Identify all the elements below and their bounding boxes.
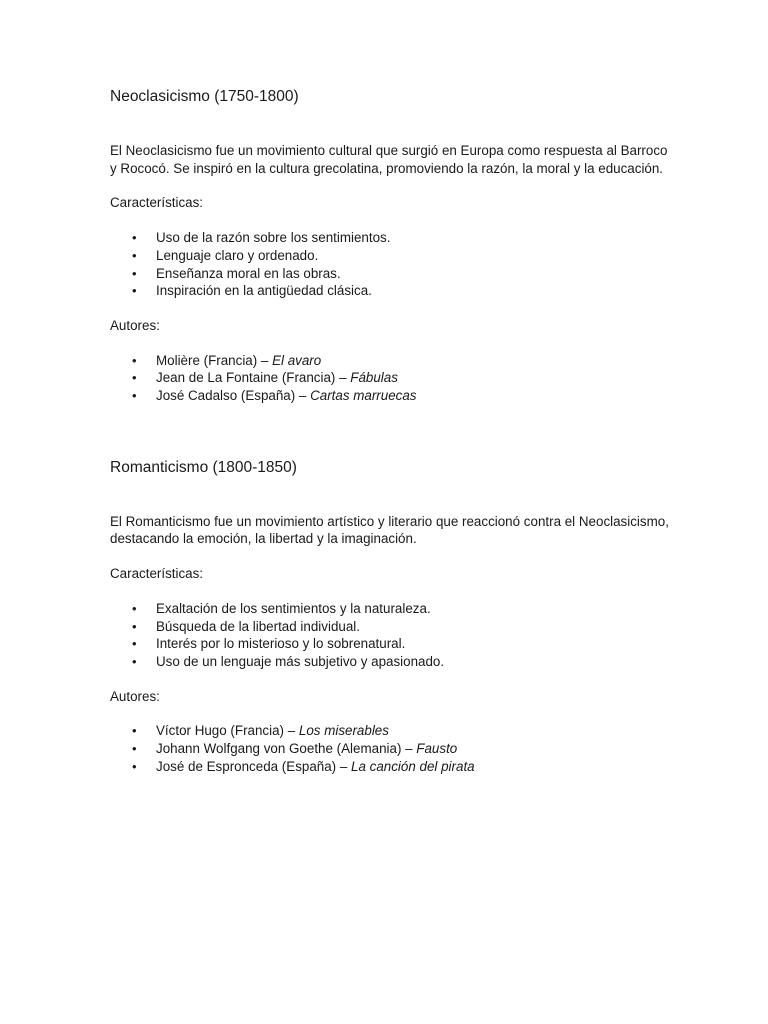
list-item-text: Uso de la razón sobre los sentimientos. bbox=[156, 230, 391, 246]
author-item bbox=[110, 387, 670, 405]
list-item-text: Búsqueda de la libertad individual. bbox=[156, 618, 360, 634]
list-item-text: Enseñanza moral en las obras. bbox=[156, 265, 341, 281]
author-work: El avaro bbox=[272, 352, 322, 368]
characteristics-label: Características: bbox=[110, 195, 204, 211]
list-item bbox=[110, 265, 670, 283]
bullet-icon: • bbox=[132, 352, 137, 368]
author-name: José Cadalso (España) – bbox=[156, 388, 311, 404]
bullet-icon: • bbox=[132, 758, 137, 774]
intro-paragraph-neoclasicismo: El Neoclasicismo fue un movimiento cultural que surgió en Europa como respuesta al Barroco y Rococó. Se inspiró en la cultura grecolatina, promoviendo la razón, la moral y la educación. bbox=[110, 143, 668, 176]
author-item bbox=[110, 352, 670, 370]
author-work: Fausto bbox=[416, 741, 458, 757]
section-title-neoclasicismo: Neoclasicismo (1750-1800) bbox=[110, 88, 299, 105]
bullet-icon: • bbox=[132, 230, 137, 246]
list-item-text: Uso de un lenguaje más subjetivo y apasionado. bbox=[156, 653, 445, 669]
characteristics-label: Características: bbox=[110, 566, 204, 582]
bullet-icon: • bbox=[132, 653, 137, 669]
section-title-romanticismo: Romanticismo (1800-1850) bbox=[110, 458, 297, 476]
list-item bbox=[110, 618, 670, 636]
document-page bbox=[110, 86, 670, 775]
bullet-icon: • bbox=[132, 618, 137, 634]
list-item bbox=[110, 247, 670, 265]
author-work: Cartas marruecas bbox=[310, 388, 417, 404]
list-item-text: Interés por lo misterioso y lo sobrenatural. bbox=[156, 636, 406, 652]
list-item-text: Inspiración en la antigüedad clásica. bbox=[156, 283, 372, 299]
intro-paragraph-romanticismo: El Romanticismo fue un movimiento artístico y literario que reaccionó contra el Neoclasicismo, destacando la emoción, la libertad y la imaginación. bbox=[110, 513, 669, 547]
characteristics-list bbox=[110, 229, 670, 300]
list-item bbox=[110, 600, 670, 618]
bullet-icon: • bbox=[132, 283, 137, 299]
bullet-icon: • bbox=[132, 247, 137, 263]
author-item bbox=[110, 758, 670, 776]
author-name: Johann Wolfgang von Goethe (Alemania) – bbox=[156, 741, 417, 757]
authors-list bbox=[110, 352, 670, 405]
bullet-icon: • bbox=[132, 370, 137, 386]
characteristics-list bbox=[110, 600, 670, 671]
author-work: Fábulas bbox=[350, 370, 398, 386]
list-item bbox=[110, 282, 670, 300]
authors-list bbox=[110, 722, 670, 775]
bullet-icon: • bbox=[132, 265, 137, 281]
author-work: Los miserables bbox=[298, 723, 389, 739]
bullet-icon: • bbox=[132, 600, 137, 616]
author-item bbox=[110, 740, 670, 758]
list-item-text: Lenguaje claro y ordenado. bbox=[156, 247, 319, 263]
bullet-icon: • bbox=[132, 723, 137, 739]
authors-label: Autores: bbox=[110, 688, 160, 704]
author-name: Víctor Hugo (Francia) – bbox=[156, 723, 299, 739]
author-item bbox=[110, 369, 670, 387]
list-item-text: Exaltación de los sentimientos y la naturaleza. bbox=[156, 600, 431, 616]
bullet-icon: • bbox=[132, 741, 137, 757]
author-name: Molière (Francia) – bbox=[156, 352, 273, 368]
list-item bbox=[110, 635, 670, 653]
authors-label: Autores: bbox=[110, 317, 160, 333]
list-item bbox=[110, 229, 670, 247]
author-name: José de Espronceda (España) – bbox=[156, 758, 352, 774]
bullet-icon: • bbox=[132, 388, 137, 404]
list-item bbox=[110, 653, 670, 671]
author-work: La canción del pirata bbox=[351, 758, 475, 774]
bullet-icon: • bbox=[132, 636, 137, 652]
author-item bbox=[110, 722, 670, 740]
author-name: Jean de La Fontaine (Francia) – bbox=[156, 370, 351, 386]
